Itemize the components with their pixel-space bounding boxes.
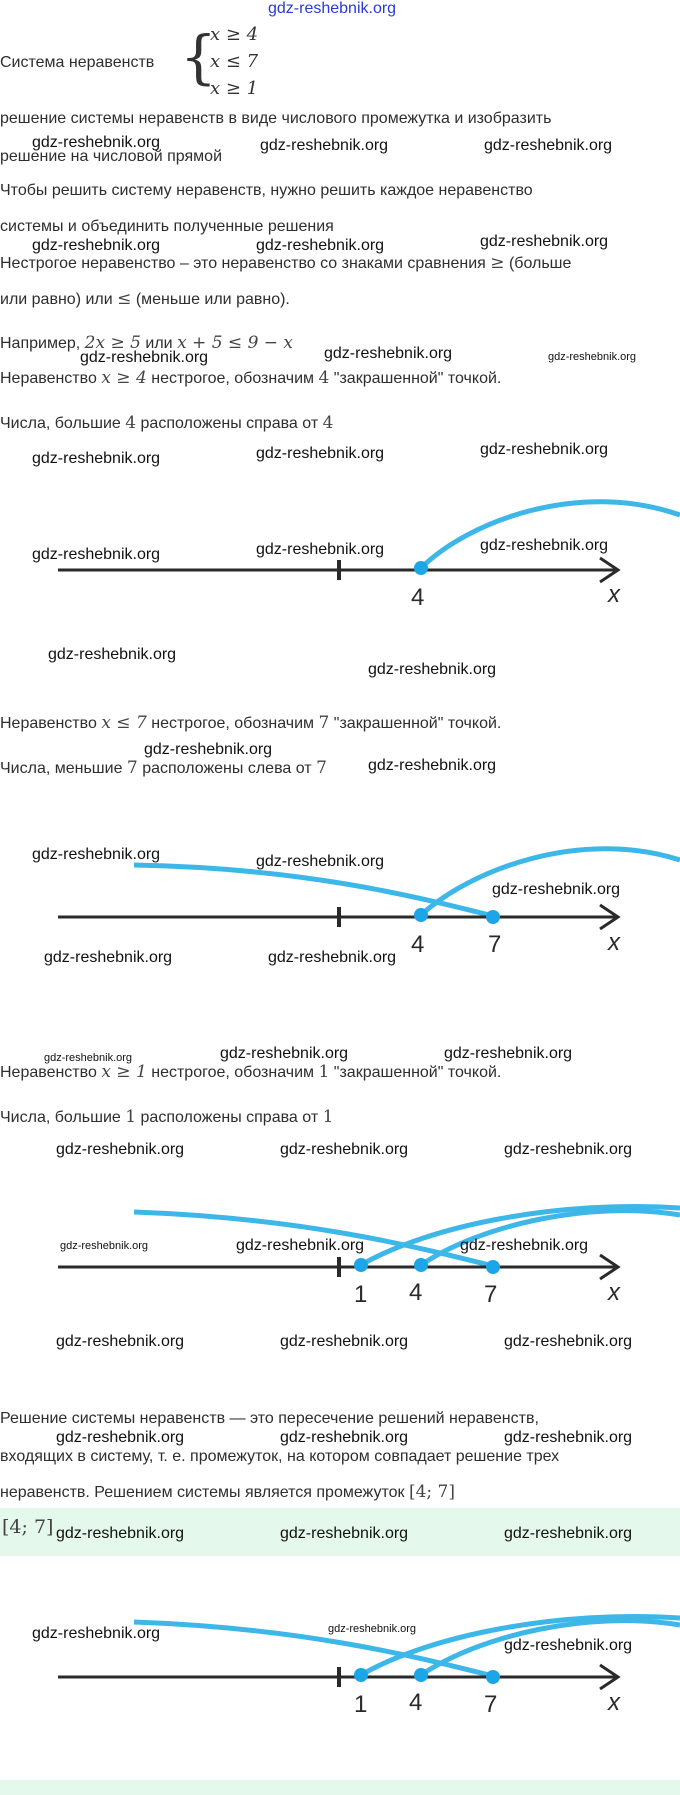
point-4 — [414, 1258, 428, 1272]
label-1: 1 — [354, 1281, 368, 1308]
watermark: gdz-reshebnik.org — [324, 345, 453, 362]
watermark: gdz-reshebnik.org — [32, 237, 161, 254]
axis-label: x — [608, 581, 620, 608]
number-line-3 — [0, 1190, 680, 1320]
paragraph-6 — [0, 1106, 333, 1129]
watermark: gdz-reshebnik.org — [504, 1637, 633, 1654]
p3-number: 7 — [318, 713, 330, 733]
p2-text-a: Числа, большие — [0, 415, 121, 432]
p5-text-a: Неравенство — [0, 1064, 97, 1081]
axis-label: x — [608, 1689, 620, 1716]
p5-number: 1 — [318, 1062, 330, 1082]
system-row-1: x ≥ 4 — [210, 24, 259, 45]
watermark: gdz-reshebnik.org — [504, 1525, 633, 1542]
example-math-1: 2x ≥ 5 — [84, 333, 141, 353]
definition-line-2 — [0, 288, 290, 311]
watermark: gdz-reshebnik.org — [280, 1333, 409, 1350]
p6-number: 1 — [125, 1107, 137, 1127]
point-7 — [486, 1670, 500, 1684]
arc-x-le-7 — [134, 1622, 493, 1676]
definition-line-1 — [0, 252, 571, 275]
point-1 — [354, 1258, 368, 1272]
paragraph-4 — [0, 757, 327, 780]
watermark: gdz-reshebnik.org — [56, 1333, 185, 1350]
watermark: gdz-reshebnik.org — [260, 137, 389, 154]
point-4 — [414, 1668, 428, 1682]
definition-text-b: (больше — [508, 255, 572, 272]
watermark: gdz-reshebnik.org — [44, 1052, 133, 1064]
watermark: gdz-reshebnik.org — [460, 1237, 589, 1254]
definition-text-a: Нестрогое неравенство – это неравенство со знаками сравнения — [0, 255, 486, 272]
watermark: gdz-reshebnik.org — [548, 351, 637, 363]
watermark: gdz-reshebnik.org — [56, 1141, 185, 1158]
p5-math: x ≥ 1 — [101, 1062, 147, 1082]
label-4: 4 — [409, 1279, 423, 1306]
le-symbol: ≤ — [117, 289, 132, 309]
system-row-3: x ≥ 1 — [210, 78, 259, 99]
p2-number: 4 — [125, 413, 137, 433]
example-math-2: x + 5 ≤ 9 − x — [177, 333, 294, 353]
bottom-band — [0, 1780, 680, 1795]
p4-text-b: расположены слева от — [142, 760, 312, 777]
watermark: gdz-reshebnik.org — [280, 1429, 409, 1446]
point-4 — [414, 908, 428, 922]
watermark: gdz-reshebnik.org — [144, 741, 273, 758]
axis-label: x — [608, 929, 620, 956]
watermark: gdz-reshebnik.org — [32, 450, 161, 467]
solution-line-2: входящих в систему, т. е. промежуток, на котором совпадает решение трех — [0, 1448, 560, 1465]
label-4: 4 — [409, 1689, 423, 1716]
solve-line-2: системы и объединить полученные решения — [0, 218, 334, 235]
p4-number-2: 7 — [316, 758, 327, 778]
p3-math: x ≤ 7 — [101, 713, 147, 733]
label-1: 1 — [354, 1691, 368, 1718]
solution-line-3 — [0, 1481, 455, 1504]
watermark: gdz-reshebnik.org — [368, 757, 497, 774]
arc-x-le-7 — [134, 865, 493, 916]
p1-text-a: Неравенство — [0, 370, 97, 387]
solution-text: неравенств. Решением системы является промежуток — [0, 1484, 405, 1501]
watermark: gdz-reshebnik.org — [480, 233, 609, 250]
arc-x-ge-1 — [361, 1207, 680, 1265]
watermark: gdz-reshebnik.org — [504, 1141, 633, 1158]
p3-text-c: "закрашенной" точкой. — [333, 715, 502, 732]
point-7 — [486, 1260, 500, 1274]
watermark: gdz-reshebnik.org — [504, 1429, 633, 1446]
label-7: 7 — [484, 1281, 498, 1308]
watermark: gdz-reshebnik.org — [480, 441, 609, 458]
watermark: gdz-reshebnik.org — [32, 1625, 161, 1642]
task-line-1: решение системы неравенств в виде числового промежутка и изобразить — [0, 110, 552, 127]
watermark: gdz-reshebnik.org — [32, 134, 161, 151]
watermark: gdz-reshebnik.org — [280, 1141, 409, 1158]
example-label: Например, — [0, 335, 81, 352]
watermark: gdz-reshebnik.org — [32, 546, 161, 563]
ge-symbol: ≥ — [490, 253, 505, 273]
watermark: gdz-reshebnik.org — [56, 1525, 185, 1542]
top-watermark: gdz-reshebnik.org — [268, 0, 397, 17]
system-brace: { — [180, 23, 217, 91]
p1-text-c: "закрашенной" точкой. — [333, 370, 502, 387]
label-7: 7 — [488, 931, 502, 958]
point-1 — [354, 1668, 368, 1682]
solution-line-1: Решение системы неравенств — это пересечение решений неравенств, — [0, 1410, 539, 1427]
p3-text-b: нестрогое, обозначим — [151, 715, 315, 732]
watermark: gdz-reshebnik.org — [280, 1525, 409, 1542]
label-4: 4 — [411, 584, 425, 611]
watermark: gdz-reshebnik.org — [80, 349, 209, 366]
p4-text-a: Числа, меньшие — [0, 760, 123, 777]
arc-x-ge-4 — [421, 502, 680, 568]
p1-number: 4 — [318, 368, 330, 388]
definition-text-d: (меньше или равно). — [135, 291, 290, 308]
watermark: gdz-reshebnik.org — [48, 646, 177, 663]
paragraph-1 — [0, 367, 501, 390]
point-7 — [486, 910, 500, 924]
system-row-2: x ≤ 7 — [210, 51, 259, 72]
solve-line-1: Чтобы решить систему неравенств, нужно решить каждое неравенство — [0, 182, 533, 199]
watermark: gdz-reshebnik.org — [256, 541, 385, 558]
watermark: gdz-reshebnik.org — [256, 445, 385, 462]
solution-interval: [4; 7] — [408, 1482, 455, 1502]
watermark: gdz-reshebnik.org — [256, 853, 385, 870]
answer-interval: [4; 7] — [2, 1516, 54, 1538]
watermark: gdz-reshebnik.org — [444, 1045, 573, 1062]
p6-number-2: 1 — [322, 1107, 334, 1127]
watermark: gdz-reshebnik.org — [220, 1045, 349, 1062]
label-4: 4 — [411, 931, 425, 958]
p2-number-2: 4 — [322, 413, 334, 433]
watermark: gdz-reshebnik.org — [60, 1240, 149, 1252]
watermark: gdz-reshebnik.org — [484, 137, 613, 154]
label-7: 7 — [484, 1691, 498, 1718]
p1-text-b: нестрогое, обозначим — [151, 370, 315, 387]
watermark: gdz-reshebnik.org — [56, 1429, 185, 1446]
watermark: gdz-reshebnik.org — [32, 846, 161, 863]
p5-text-b: нестрогое, обозначим — [151, 1064, 315, 1081]
watermark: gdz-reshebnik.org — [492, 881, 621, 898]
p2-text-b: расположены справа от — [140, 415, 319, 432]
point-4 — [414, 561, 428, 575]
watermark: gdz-reshebnik.org — [480, 537, 609, 554]
watermark: gdz-reshebnik.org — [44, 949, 173, 966]
watermark: gdz-reshebnik.org — [256, 237, 385, 254]
task-line-2: решение на числовой прямой — [0, 148, 222, 165]
p4-number: 7 — [126, 758, 138, 778]
paragraph-3 — [0, 712, 501, 735]
number-line-4 — [0, 1600, 680, 1730]
watermark: gdz-reshebnik.org — [268, 949, 397, 966]
p1-math: x ≥ 4 — [101, 368, 147, 388]
p5-text-c: "закрашенной" точкой. — [333, 1064, 502, 1081]
paragraph-5 — [0, 1061, 501, 1084]
watermark: gdz-reshebnik.org — [368, 661, 497, 678]
axis-label: x — [608, 1279, 620, 1306]
watermark: gdz-reshebnik.org — [504, 1333, 633, 1350]
definition-text-c: или равно) или — [0, 291, 113, 308]
watermark: gdz-reshebnik.org — [236, 1237, 365, 1254]
p3-text-a: Неравенство — [0, 715, 97, 732]
paragraph-2 — [0, 412, 333, 435]
p6-text-b: расположены справа от — [140, 1109, 319, 1126]
system-label: Система неравенств — [0, 54, 155, 71]
example-or: или — [145, 335, 173, 352]
p6-text-a: Числа, большие — [0, 1109, 121, 1126]
watermark: gdz-reshebnik.org — [328, 1623, 417, 1635]
